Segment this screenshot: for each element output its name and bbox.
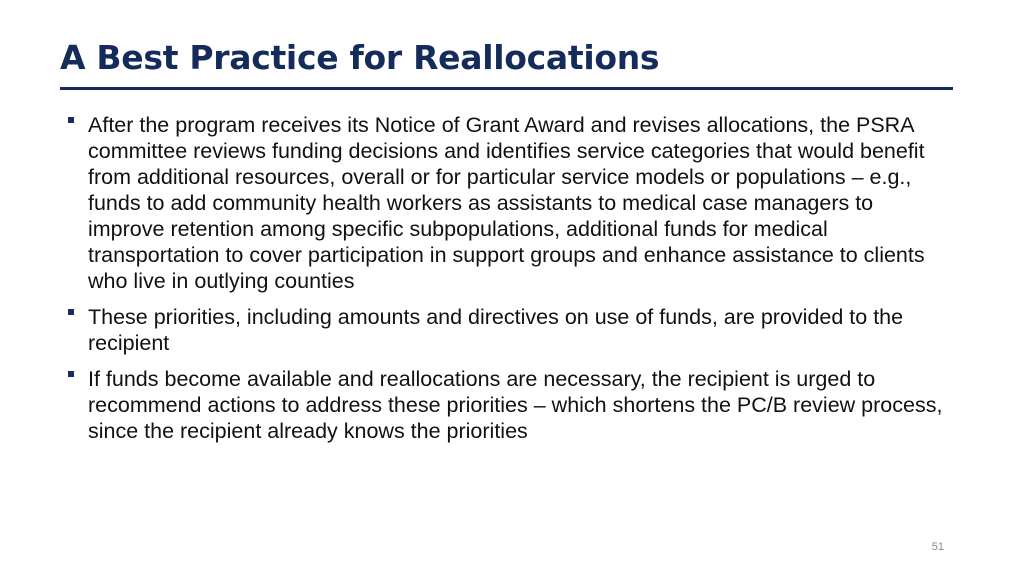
bullet-text: These priorities, including amounts and directives on use of funds, are provided to the recipient [88, 305, 904, 355]
square-bullet-icon [68, 117, 74, 123]
square-bullet-icon [68, 309, 74, 315]
bullet-item [68, 366, 948, 444]
page-number: 51 [931, 541, 944, 553]
bullet-text: If funds become available and reallocations are necessary, the recipient is urged to recommend actions to address these priorities – which shortens the PC/B review process, since the recipient already knows the priorities [88, 367, 943, 443]
bullet-list [68, 112, 948, 454]
bullet-text: After the program receives its Notice of Grant Award and revises allocations, the PSRA committee reviews funding decisions and identifies service categories that would benefit from additional resources, overall or for particular service models or populations – e.g., funds to add community health workers as assistants to medical case managers to improve retention among specific subpopulations, additional funds for medical transportation to cover participation in support groups and enhance assistance to clients who live in outlying counties [88, 113, 925, 293]
bullet-item [68, 304, 948, 356]
square-bullet-icon [68, 371, 74, 377]
slide-title: A Best Practice for Reallocations [60, 38, 660, 77]
bullet-item [68, 112, 948, 294]
title-divider [60, 87, 953, 90]
